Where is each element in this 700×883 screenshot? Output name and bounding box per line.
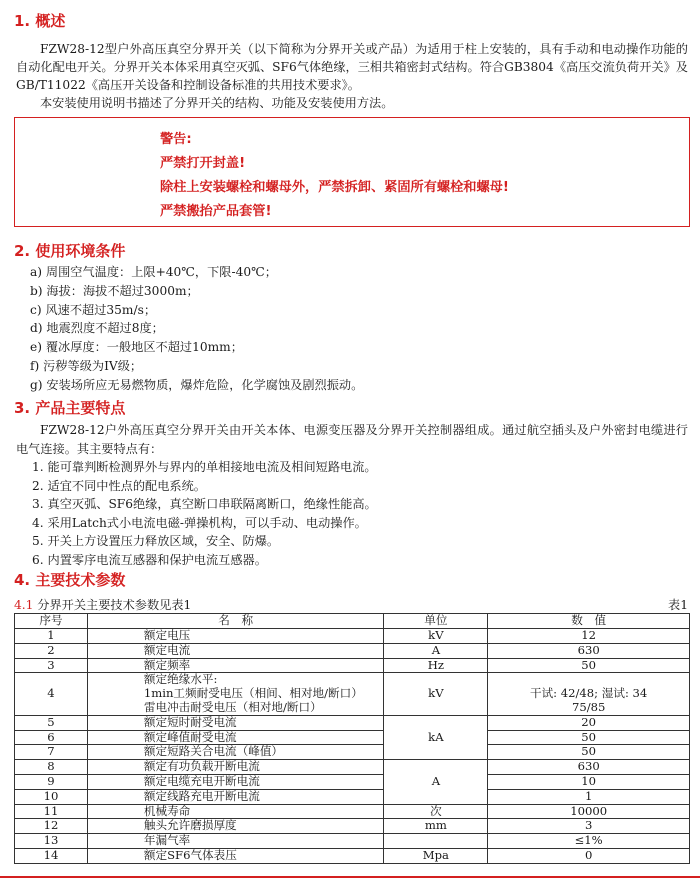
table-row [15, 658, 690, 673]
row-unit: kA [384, 715, 488, 759]
overview-paragraph-1: FZW28-12型户外高压真空分界开关（以下简称为分界开关或产品）为适用于柱上安装的，具有手动和电动操作功能的自动化配电开关。分界开关本体采用真空灭弧、SF6气体绝缘，三相共箱密封式结构。符合GB3804《高压交流负荷开关》及GB/T11022《高压开关设备和控制设备标准的共用技术要求》。 [16, 42, 688, 92]
row-value: 12 [488, 629, 690, 644]
env-item: f) 污秽等级为IV级； [30, 358, 143, 373]
header-value: 数 值 [488, 614, 690, 629]
row-name-line: 额定绝缘水平: [143, 672, 218, 687]
row-no: 3 [15, 658, 88, 673]
row-value [488, 673, 690, 715]
table-caption-number: 4.1 [14, 598, 34, 612]
env-item: b) 海拔：海拔不超过3000m； [30, 283, 199, 298]
row-unit: Mpa [384, 848, 488, 863]
header-unit: 单位 [384, 614, 488, 629]
row-value-line: 75/85 [571, 699, 606, 714]
env-item: e) 覆冰厚度：一般地区不超过10mm； [30, 340, 243, 355]
row-value: 630 [488, 760, 690, 775]
header-name: 名 称 [87, 614, 384, 629]
row-unit: 次 [384, 804, 488, 819]
section-heading-specs: 4. 主要技术参数 [14, 571, 126, 589]
row-no: 14 [15, 848, 88, 863]
row-name: 触头允许磨损厚度 [87, 819, 384, 834]
table-row [15, 848, 690, 863]
warning-title: 警告: [160, 132, 192, 147]
row-no: 2 [15, 643, 88, 658]
row-no: 5 [15, 715, 88, 730]
warning-line-3: 严禁搬抬产品套管! [160, 204, 272, 219]
row-unit: kV [384, 673, 488, 715]
row-value: 50 [488, 745, 690, 760]
row-unit: Hz [384, 658, 488, 673]
table-row [15, 774, 690, 789]
row-unit: kV [384, 629, 488, 644]
section-heading-overview: 1. 概述 [14, 12, 66, 30]
features-intro: FZW28-12户外高压真空分界开关由开关本体、电源变压器及分界开关控制器组成。通过航空插头及户外密封电缆进行电气连接。其主要特点有： [16, 423, 688, 456]
row-value-line: 干试: 42/48; 湿试: 34 [529, 686, 648, 701]
overview-paragraph-2: 本安装使用说明书描述了分界开关的结构、功能及安装使用方法。 [40, 96, 394, 110]
table-row [15, 643, 690, 658]
env-item: d) 地震烈度不超过8度； [30, 321, 164, 336]
header-no: 序号 [15, 614, 88, 629]
feature-item: 2. 适宜不同中性点的配电系统。 [32, 478, 206, 493]
warning-box [14, 117, 690, 227]
table-label: 表1 [668, 598, 688, 612]
row-value: 50 [488, 730, 690, 745]
row-name: 额定SF6气体表压 [87, 848, 384, 863]
overview-text [16, 40, 688, 112]
row-unit: A [384, 643, 488, 658]
section-heading-features: 3. 产品主要特点 [14, 399, 126, 417]
row-unit [384, 834, 488, 849]
feature-item: 6. 内置零序电流互感器和保护电流互感器。 [32, 552, 267, 567]
row-no: 13 [15, 834, 88, 849]
row-name: 额定短时耐受电流 [87, 715, 384, 730]
row-value: 1 [488, 789, 690, 804]
row-no: 6 [15, 730, 88, 745]
row-no: 1 [15, 629, 88, 644]
feature-item: 3. 真空灭弧、SF6绝缘，真空断口串联隔离断口，绝缘性能高。 [32, 497, 377, 511]
table-row [15, 730, 690, 745]
table-row [15, 629, 690, 644]
table-row [15, 745, 690, 760]
row-no: 9 [15, 774, 88, 789]
row-name-line: 雷电冲击耐受电压（相对地/断口） [143, 699, 322, 714]
row-name: 额定电流 [87, 643, 384, 658]
row-no: 8 [15, 760, 88, 775]
section-heading-environment: 2. 使用环境条件 [14, 242, 126, 260]
table-row [15, 789, 690, 804]
feature-item: 4. 采用Latch式小电流电磁-弹操机构，可以手动、电动操作。 [32, 515, 367, 530]
environment-list [30, 263, 363, 395]
row-no: 4 [15, 673, 88, 715]
footer-rule [0, 876, 700, 878]
row-value: 50 [488, 658, 690, 673]
row-name: 额定电缆充电开断电流 [87, 774, 384, 789]
row-no: 10 [15, 789, 88, 804]
row-name: 额定短路关合电流（峰值） [87, 745, 384, 760]
row-value: 10000 [488, 804, 690, 819]
features-block [16, 421, 688, 569]
warning-line-2: 除柱上安装螺栓和螺母外，严禁拆卸、紧固所有螺栓和螺母! [160, 180, 509, 195]
table-row [15, 804, 690, 819]
table-row [15, 819, 690, 834]
row-value: 10 [488, 774, 690, 789]
env-item: g) 安装场所应无易燃物质，爆炸危险，化学腐蚀及剧烈振动。 [30, 377, 364, 392]
row-no: 11 [15, 804, 88, 819]
row-name [87, 673, 384, 715]
row-value: 0 [488, 848, 690, 863]
env-item: c) 风速不超过35m/s； [30, 302, 157, 317]
table-row [15, 760, 690, 775]
row-name: 机械寿命 [87, 804, 384, 819]
row-value: 630 [488, 643, 690, 658]
table-row [15, 673, 690, 715]
warning-line-1: 严禁打开封盖! [160, 156, 246, 171]
row-unit: mm [384, 819, 488, 834]
row-name: 年漏气率 [87, 834, 384, 849]
row-name: 额定有功负载开断电流 [87, 760, 384, 775]
table-caption [14, 596, 191, 613]
row-name: 额定频率 [87, 658, 384, 673]
spec-table [14, 613, 690, 864]
row-no: 12 [15, 819, 88, 834]
table-row [15, 834, 690, 849]
feature-item: 5. 开关上方设置压力释放区域，安全、防爆。 [32, 534, 280, 548]
row-value: 3 [488, 819, 690, 834]
env-item: a) 周围空气温度：上限+40℃，下限-40℃； [30, 265, 277, 279]
table-header-row [15, 614, 690, 629]
table-caption-text: 分界开关主要技术参数见表1 [33, 598, 192, 612]
row-name-line: 1min工频耐受电压（相间、相对地/断口） [143, 686, 363, 701]
table-row [15, 715, 690, 730]
row-unit: A [384, 760, 488, 804]
row-name: 额定电压 [87, 629, 384, 644]
row-value: ≤1% [488, 834, 690, 849]
feature-item: 1. 能可靠判断检测界外与界内的单相接地电流及相间短路电流。 [32, 460, 377, 474]
row-name: 额定线路充电开断电流 [87, 789, 384, 804]
row-no: 7 [15, 745, 88, 760]
row-value: 20 [488, 715, 690, 730]
row-name: 额定峰值耐受电流 [87, 730, 384, 745]
